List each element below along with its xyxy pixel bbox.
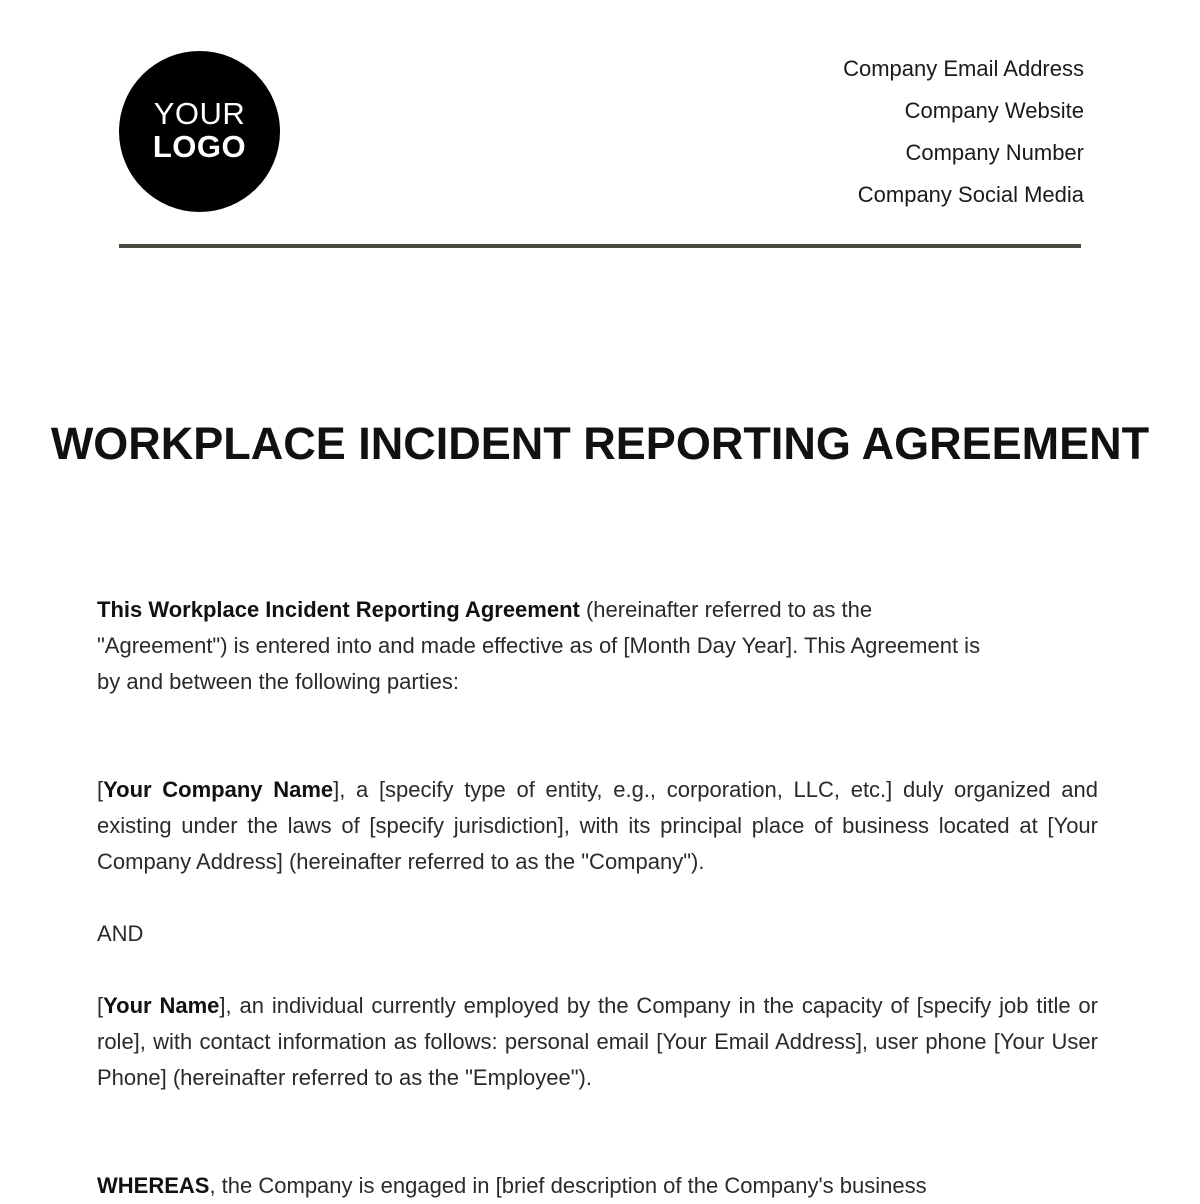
intro-bold-lead: This Workplace Incident Reporting Agreement <box>97 597 580 622</box>
employee-party-paragraph <box>97 988 1098 1096</box>
company-contact-block <box>843 54 1084 222</box>
employee-party-text: ], an individual currently employed by the Company in the capacity of [specify job title or role], with contact information as follows: personal email [Your Email Address], user phone [Your User Phone] (hereinafter referred to as the "Employee"). <box>97 993 1098 1090</box>
company-website: Company Website <box>904 98 1084 123</box>
company-social-media: Company Social Media <box>857 182 1084 207</box>
company-party-paragraph <box>97 772 1098 880</box>
company-email: Company Email Address <box>843 56 1084 81</box>
whereas-text: , the Company is engaged in [brief description of the Company's business <box>209 1173 927 1198</box>
whereas-paragraph <box>97 1168 1098 1204</box>
logo-text-line1: YOUR <box>153 95 246 131</box>
document-title: WORKPLACE INCIDENT REPORTING AGREEMENT <box>50 418 1150 469</box>
logo-text-line2: LOGO <box>152 128 247 164</box>
company-number: Company Number <box>905 140 1084 165</box>
company-bracket-open: [ <box>97 777 104 802</box>
intro-text: (hereinafter referred to as the "Agreement") is entered into and made effective as of [Month Day Year]. This Agreement is by and between the following parties: <box>97 597 981 694</box>
intro-paragraph <box>97 592 997 700</box>
company-party-text: ], a [specify type of entity, e.g., corporation, LLC, etc.] duly organized and existing under the laws of [specify jurisdiction], with its principal place of business located at [Your Company Address] (hereinafter referred to as the "Company"). <box>97 777 1099 874</box>
header-divider <box>119 244 1081 248</box>
company-logo <box>119 51 280 212</box>
employee-name-placeholder: Your Name <box>103 993 220 1018</box>
and-separator: AND <box>97 921 144 946</box>
company-name-placeholder: Your Company Name <box>103 777 334 802</box>
employee-bracket-open: [ <box>97 993 104 1018</box>
whereas-label: WHEREAS <box>97 1173 210 1198</box>
